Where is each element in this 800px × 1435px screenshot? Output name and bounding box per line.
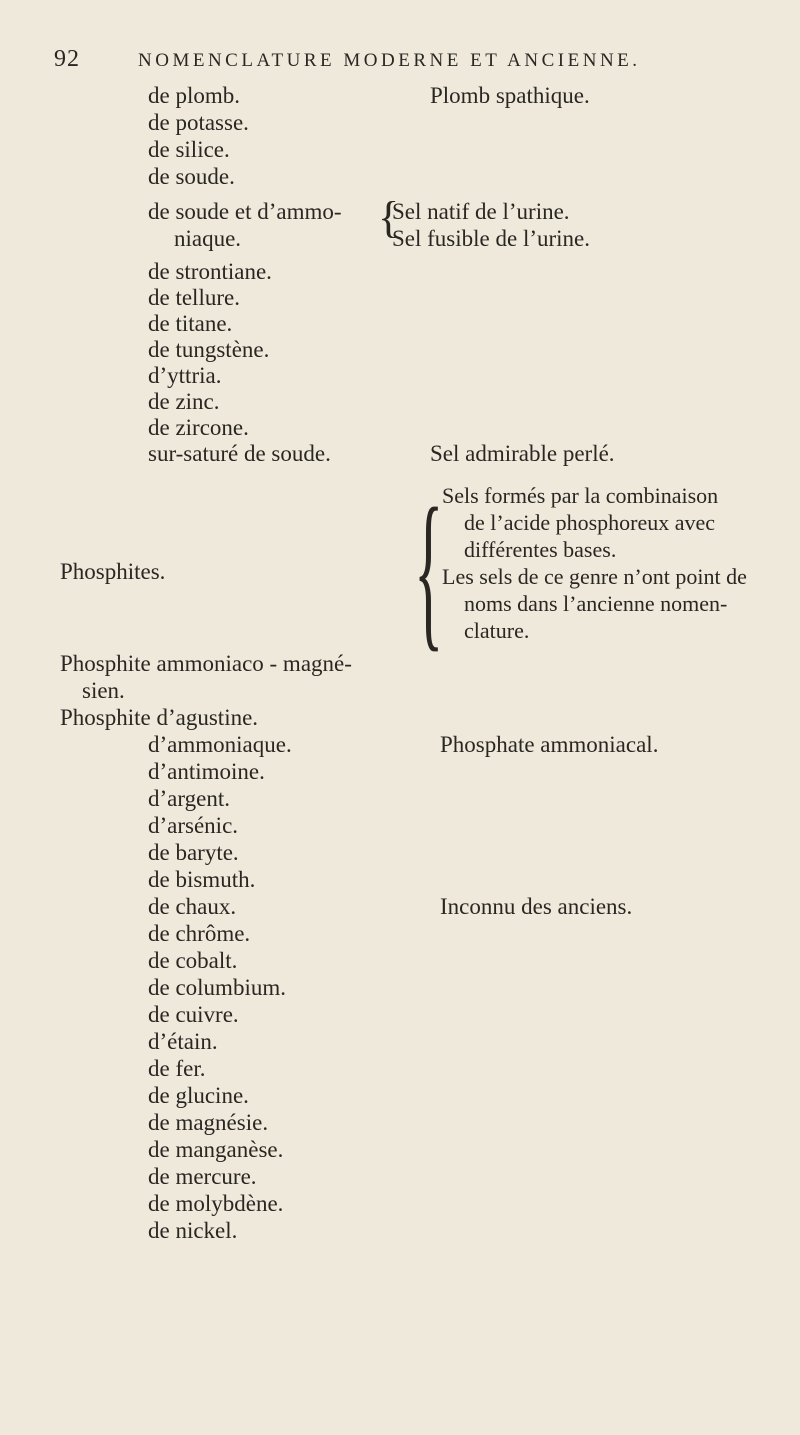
entry-tellure: de tellure. [148,285,240,310]
note-line: de l’acide phosphoreux avec [464,510,716,535]
entry-soude-ammoniaque-cont: niaque. [174,226,242,251]
brace-icon: { [378,193,400,242]
list-item: de glucine. [148,1083,249,1108]
list-item: d’antimoine. [148,759,265,784]
list-item: de mercure. [148,1164,257,1189]
brace-icon: { [414,472,444,666]
ancient-sel-admirable: Sel admirable perlé. [430,441,615,466]
entry-zinc: de zinc. [148,389,220,414]
entry-yttria: d’yttria. [148,363,222,388]
list-item: de bismuth. [148,867,256,892]
ancient-phosphate-ammoniacal: Phosphate ammoniacal. [440,732,659,757]
entry-plomb: de plomb. [148,83,240,108]
list-item: d’ammoniaque. [148,732,292,757]
list-item: de baryte. [148,840,239,865]
note-line: clature. [464,618,530,643]
list-item: de cuivre. [148,1002,239,1027]
entry-silice: de silice. [148,137,230,162]
entry-tungstene: de tungstène. [148,337,270,362]
entry-agustine: Phosphite d’agustine. [60,705,259,730]
ancient-plomb: Plomb spathique. [430,83,590,108]
list-item: d’argent. [148,786,230,811]
list-item: de chrôme. [148,921,251,946]
entry-soude: de soude. [148,164,235,189]
entry-ammoniaco-magnesien: Phosphite ammoniaco - magné- [60,651,352,676]
list-item: de chaux. [148,894,237,919]
page-number: 92 [54,46,80,72]
list-item: d’étain. [148,1029,218,1054]
note-line: Les sels de ce genre n’ont point de [442,564,747,589]
ancient-sel-fusible: Sel fusible de l’urine. [392,226,591,251]
note-line: Sels formés par la combinaison [442,483,719,508]
section-label-phosphites: Phosphites. [60,559,166,584]
entry-strontiane: de strontiane. [148,259,272,284]
note-line: noms dans l’ancienne nomen- [464,591,728,616]
list-item: de columbium. [148,975,286,1000]
entry-soude-ammoniaque: de soude et d’ammo- [148,199,342,224]
list-item: de magnésie. [148,1110,269,1135]
list-item: d’arsénic. [148,813,239,838]
list-item: de molybdène. [148,1191,284,1216]
list-item: de manganèse. [148,1137,284,1162]
entry-ammoniaco-magnesien-cont: sien. [82,678,125,703]
entry-potasse: de potasse. [148,110,249,135]
ancient-sel-natif: Sel natif de l’urine. [392,199,570,224]
note-line: différentes bases. [464,537,617,562]
ancient-inconnu: Inconnu des anciens. [440,894,633,919]
list-item: de fer. [148,1056,206,1081]
entry-titane: de titane. [148,311,233,336]
running-title: NOMENCLATURE MODERNE ET ANCIENNE. [138,50,641,71]
entry-zircone: de zircone. [148,415,249,440]
entry-sur-sature: sur-saturé de soude. [148,441,331,466]
list-item: de nickel. [148,1218,238,1243]
list-item: de cobalt. [148,948,238,973]
